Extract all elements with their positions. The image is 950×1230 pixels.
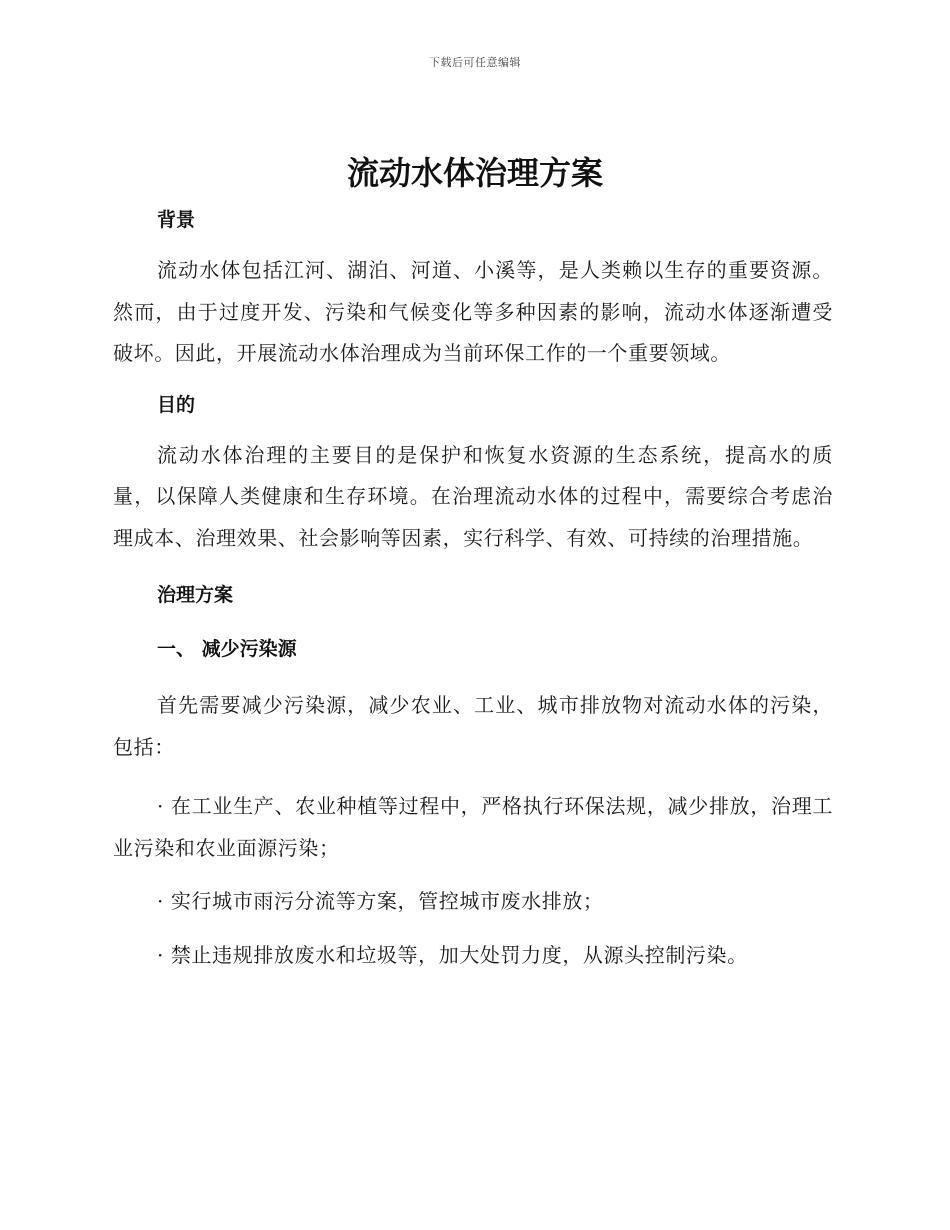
bullet-item: · 在工业生产、农业种植等过程中，严格执行环保法规，减少排放，治理工业污染和农业面源污染； <box>113 794 833 860</box>
bullet-item: · 实行城市雨污分流等方案，管控城市废水排放； <box>157 889 604 913</box>
document-body <box>113 202 833 976</box>
bullet-item: · 禁止违规排放废水和垃圾等，加大处罚力度，从源头控制污染。 <box>157 942 748 967</box>
background-paragraph: 流动水体包括江河、湖泊、河道、小溪等，是人类赖以生存的重要资源。然而，由于过度开发、污染和气候变化等多种因素的影响，流动水体逐渐遭受破坏。因此，开展流动水体治理成为当前环保工作的一个重要领域。 <box>113 258 833 365</box>
document-title: 流动水体治理方案 <box>346 154 603 192</box>
header-note: 下载后可任意编辑 <box>429 56 521 69</box>
purpose-heading: 目的 <box>157 393 196 416</box>
purpose-paragraph: 流动水体治理的主要目的是保护和恢复水资源的生态系统，提高水的质量，以保障人类健康和生存环境。在治理流动水体的过程中，需要综合考虑治理成本、治理效果、社会影响等因素，实行科学、有效、可持续的治理措施。 <box>113 442 833 550</box>
step1-paragraph: 首先需要减少污染源，减少农业、工业、城市排放物对流动水体的污染，包括： <box>113 693 833 759</box>
background-heading: 背景 <box>157 209 196 231</box>
plan-heading: 治理方案 <box>157 584 234 606</box>
step1-heading: 一、 减少污染源 <box>157 638 297 660</box>
